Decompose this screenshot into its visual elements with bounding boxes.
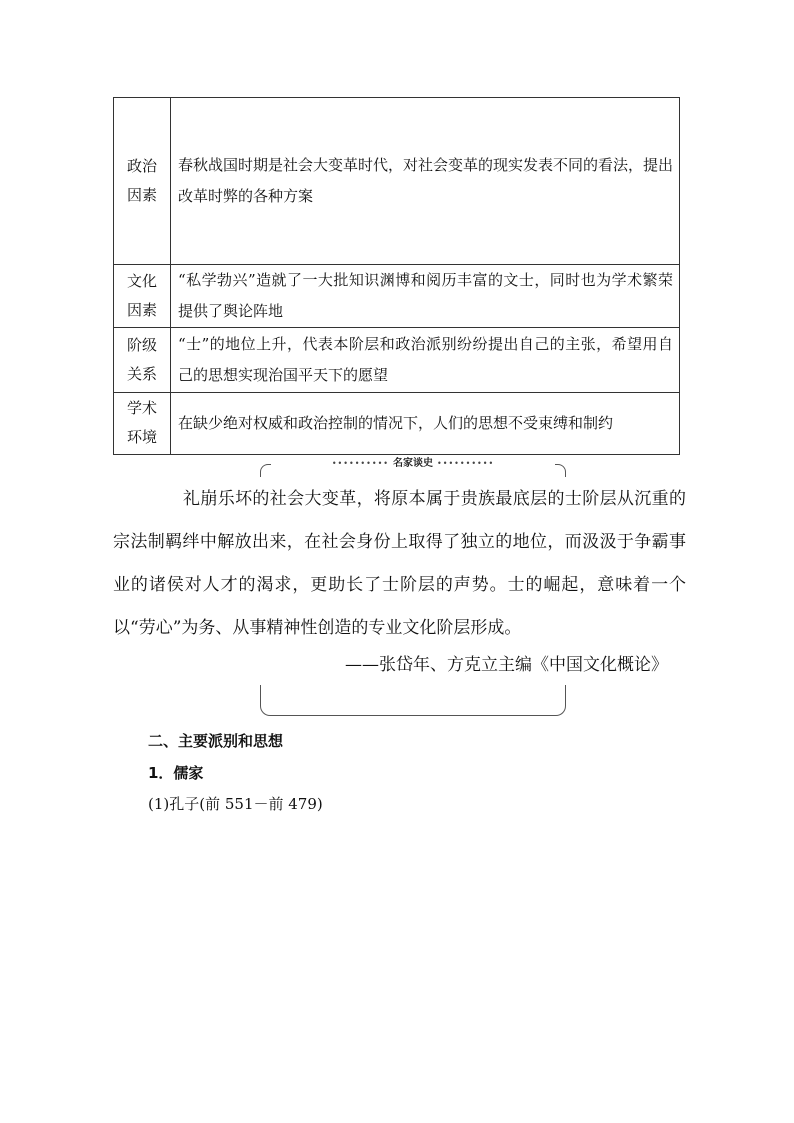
category-cell <box>114 98 171 265</box>
decorative-dots: •••••••••• <box>437 459 495 468</box>
frame-corner-left <box>260 464 271 477</box>
section-heading: 二、主要派别和思想 <box>148 732 284 750</box>
category-label: 阶级关系 <box>126 335 157 383</box>
table-row <box>114 393 680 455</box>
table-row <box>114 265 680 328</box>
quote-source: ——张岱年、方克立主编《中国文化概论》 <box>345 655 668 675</box>
quote-box-label: 名家谈史 <box>393 458 433 469</box>
category-label: 学术环境 <box>126 399 157 446</box>
description-cell: 春秋战国时期是社会大变革时代，对社会变革的现实发表不同的看法，提出改革时弊的各种方案 <box>171 98 680 265</box>
category-cell <box>114 393 171 455</box>
list-item: (1)孔子(前 551－前 479) <box>148 795 323 813</box>
decorative-dots: •••••••••• <box>331 459 389 468</box>
description-cell: 在缺少绝对权威和政治控制的情况下，人们的思想不受束缚和制约 <box>171 393 680 455</box>
description-cell: “私学勃兴”造就了一大批知识渊博和阅历丰富的文士，同时也为学术繁荣提供了舆论阵地 <box>171 265 680 328</box>
frame-corner-right <box>555 464 566 477</box>
table-row <box>114 328 680 393</box>
category-label: 政治因素 <box>126 156 157 204</box>
subsection-heading: 1．儒家 <box>148 764 204 782</box>
quote-text: 礼崩乐坏的社会大变革，将原本属于贵族最底层的士阶层从沉重的宗法制羁绊中解放出来，在社会身份上取得了独立的地位，而汲汲于争霸事业的诸侯对人才的渴求，更助长了士阶层的声势。士的崛起，意味着一个以“劳心”为务、从事精神性创造的专业文化阶层形成。 <box>113 489 686 638</box>
frame-title <box>272 458 554 470</box>
description-cell: “士”的地位上升，代表本阶层和政治派别纷纷提出自己的主张，希望用自己的思想实现治国平天下的愿望 <box>171 328 680 393</box>
category-cell <box>114 265 171 328</box>
factors-table <box>113 97 680 455</box>
category-label: 文化因素 <box>126 271 157 319</box>
category-cell <box>114 328 171 393</box>
frame-bottom-bracket <box>260 685 566 716</box>
table-row <box>114 98 680 265</box>
